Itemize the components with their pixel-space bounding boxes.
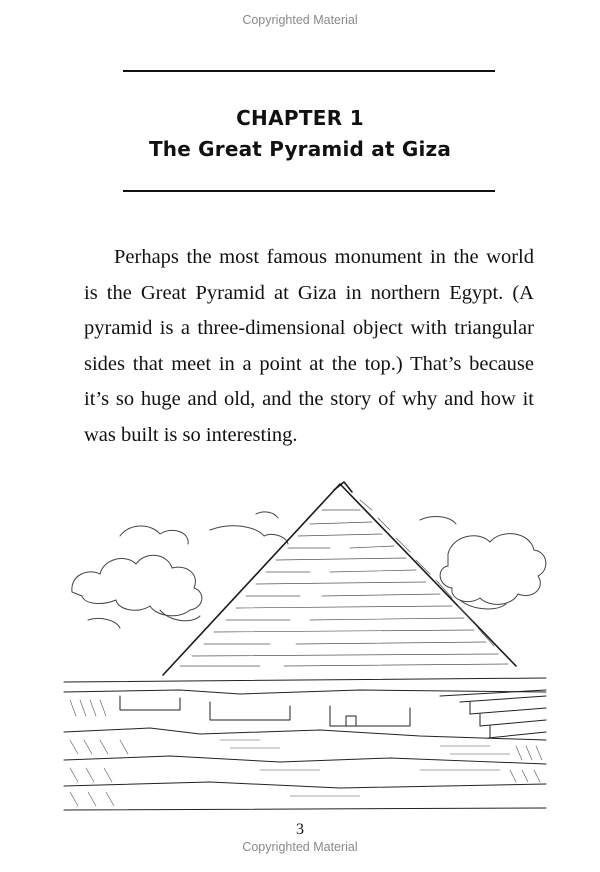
copyright-watermark-bottom: Copyrighted Material xyxy=(242,840,358,854)
pyramid-outline xyxy=(163,482,516,675)
chapter-label: CHAPTER 1 xyxy=(236,106,364,130)
ground-ruins xyxy=(64,678,546,810)
body-paragraph: Perhaps the most famous monument in the world is the Great Pyramid at Giza in northern Egypt. (A pyramid is a three-dimensional object with triangular sides that meet in a point at the top.) That’s because it’s so huge and old, and the story of why and how it was built is so interesting. xyxy=(84,246,534,446)
page-number: 3 xyxy=(296,821,304,838)
ground-hatching xyxy=(70,700,542,806)
pyramid-illustration xyxy=(60,470,550,820)
pyramid-hatching xyxy=(180,500,508,666)
cloud-left xyxy=(72,526,288,628)
chapter-title: The Great Pyramid at Giza xyxy=(148,137,452,161)
heading-rule-top xyxy=(123,70,495,72)
heading-rule-bottom xyxy=(123,190,495,192)
copyright-watermark-top: Copyrighted Material xyxy=(242,13,358,27)
